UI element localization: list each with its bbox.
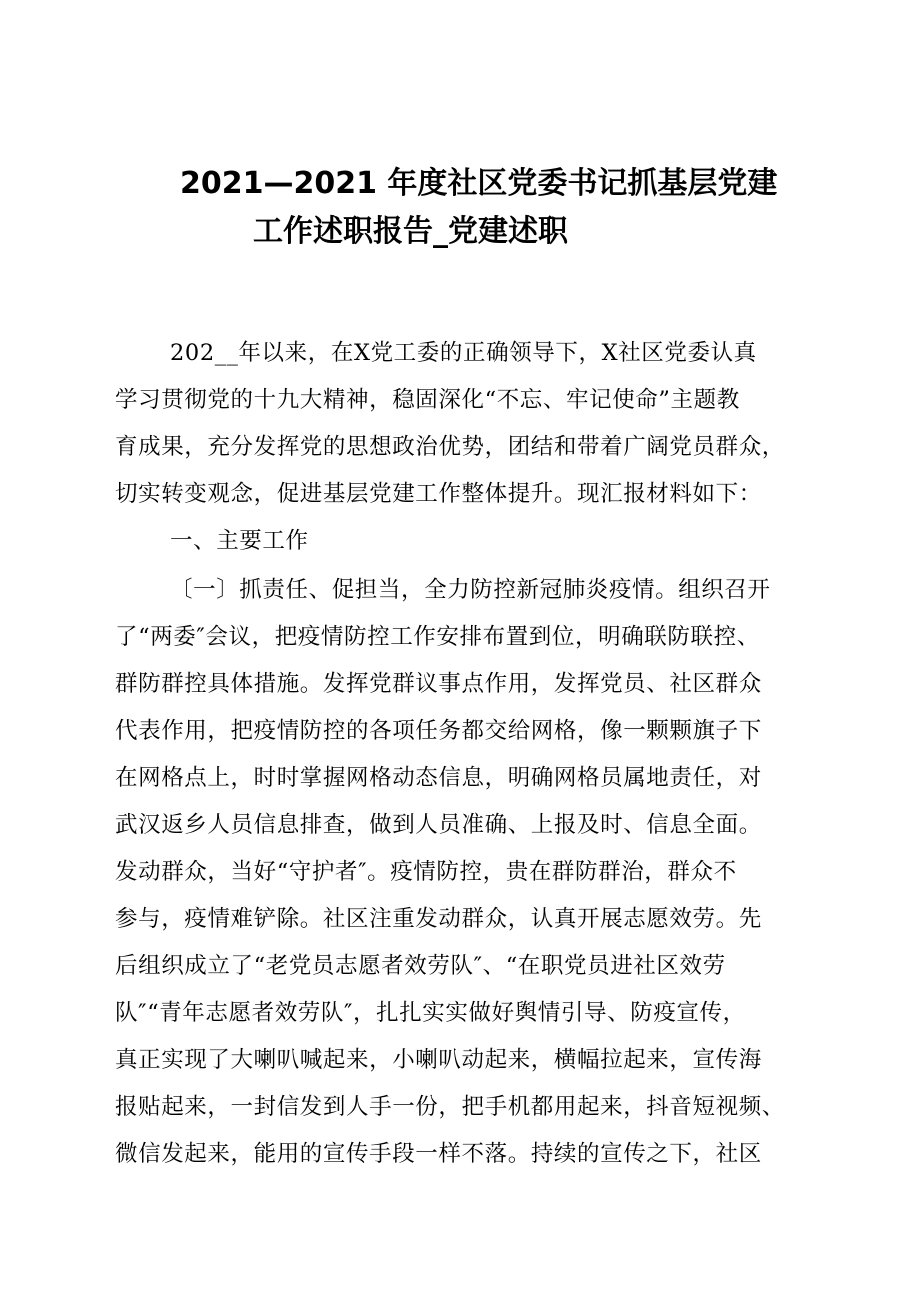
- body-line: 后组织成立了“老党员志愿者效劳队″、“在职党员进社区效劳: [115, 953, 726, 979]
- body-line: 学习贯彻党的十九大精神，稳固深化“不忘、牢记使命”主题教: [115, 387, 740, 413]
- body-line: 群防群控具体措施。发挥党群议事点作用，发挥党员、社区群众: [115, 671, 762, 697]
- body-line: 〔一〕抓责任、促担当，全力防控新冠肺炎疫情。组织召开: [170, 577, 771, 603]
- body-line: 微信发起来，能用的宣传手段一样不落。持续的宣传之下，社区: [115, 1141, 762, 1167]
- body-line: 切实转变观念，促进基层党建工作整体提升。现汇报材料如下：: [115, 481, 762, 507]
- body-line: 武汉返乡人员信息排查，做到人员准确、上报及时、信息全面。: [115, 812, 762, 838]
- section-heading: 一、主要工作: [170, 528, 309, 554]
- body-line: 参与，疫情难铲除。社区注重发动群众，认真开展志愿效劳。先: [115, 906, 762, 932]
- body-line: 队″“青年志愿者效劳队″，扎扎实实做好舆情引导、防疫宣传，: [115, 1000, 746, 1026]
- body-line: 202__年以来，在X党工委的正确领导下，X社区党委认真: [170, 340, 757, 366]
- body-line: 发动群众，当好“守护者″。疫情防控，贵在群防群治，群众不: [115, 859, 737, 885]
- document-title-line-2: 工作述职报告_党建述职: [253, 214, 568, 249]
- body-line: 育成果，充分发挥党的思想政治优势，团结和带着广阔党员群众，: [115, 434, 785, 460]
- body-line: 代表作用，把疫情防控的各项任务都交给网格，像一颗颗旗子下: [115, 718, 762, 744]
- body-line: 在网格点上，时时掌握网格动态信息，明确网格员属地责任，对: [115, 765, 762, 791]
- body-line: 了“两委″会议，把疫情防控工作安排布置到位，明确联防联控、: [115, 624, 760, 650]
- document-title-line-1: 2021—2021 年度社区党委书记抓基层党建: [180, 166, 778, 201]
- body-line: 真正实现了大喇叭喊起来，小喇叭动起来，横幅拉起来，宣传海: [115, 1047, 762, 1073]
- body-line: 报贴起来，一封信发到人手一份，把手机都用起来，抖音短视频、: [115, 1094, 785, 1120]
